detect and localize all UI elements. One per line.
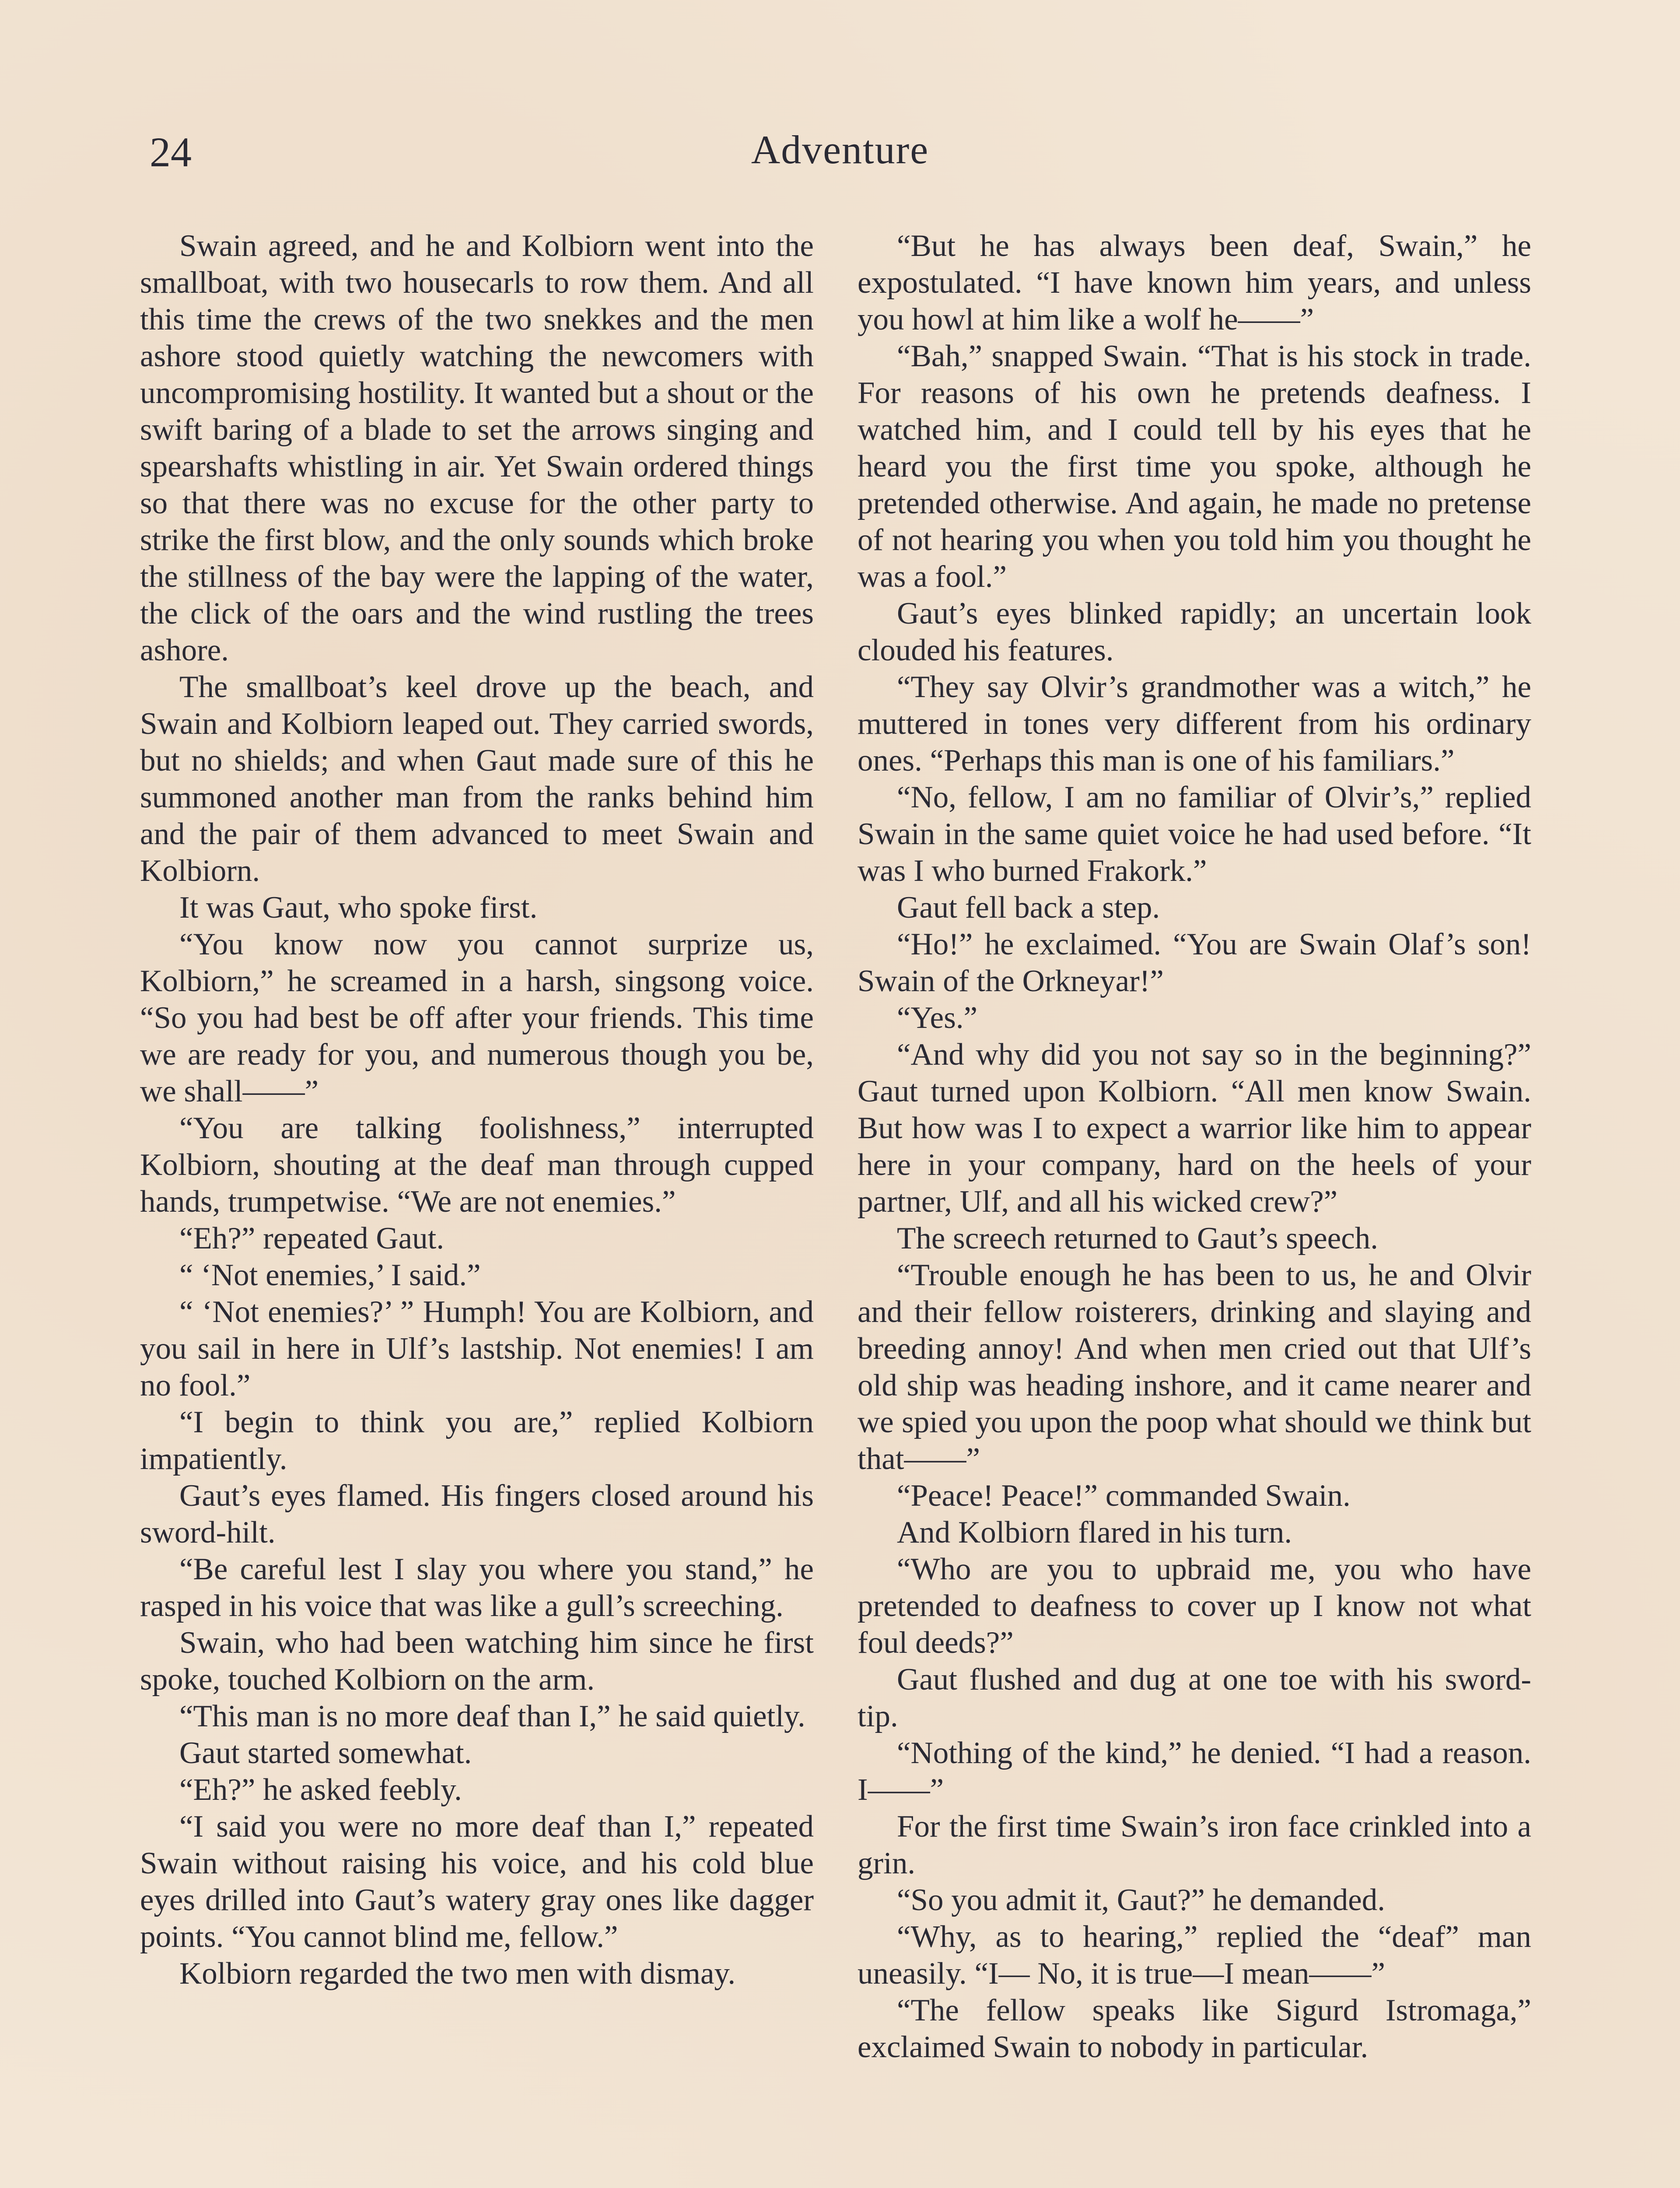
paragraph: Gaut flushed and dug at one toe with his sword-tip.: [858, 1662, 1531, 1733]
paragraph: “Ho!” he exclaimed. “You are Swain Olaf’s son! Swain of the Orkneyar!”: [858, 927, 1531, 998]
paragraph: Swain agreed, and he and Kolbiorn went into the smallboat, with two housecarls to row them. And all this time the crews of the two snekkes and the men ashore stood quietly watching the newcomers with uncompromising hostility. It wanted but a shout or the swift baring of a blade to set the arrows singing and spearshafts whistling in air. Yet Swain ordered things so that there was no excuse for the other party to strike the first blow, and the only sounds which broke the stillness of the bay were the lapping of the water, the click of the oars and the wind rustling the trees ashore.: [140, 229, 814, 667]
paragraph: “Eh?” he asked feebly.: [179, 1773, 462, 1807]
left-column: [140, 228, 814, 2065]
paragraph: Swain, who had been watching him since he first spoke, touched Kolbiorn on the arm.: [140, 1626, 814, 1697]
paragraph: “Who are you to upbraid me, you who have pretended to deafness to cover up I know not what foul deeds?”: [858, 1552, 1531, 1660]
paragraph: For the first time Swain’s iron face crinkled into a grin.: [858, 1809, 1531, 1880]
paragraph: “Trouble enough he has been to us, he and Olvir and their fellow roisterers, drinking and slaying and breeding annoy! And when men cried out that Ulf’s old ship was heading inshore, and it came nearer and we spied you upon the poop what should we think but that——”: [858, 1258, 1531, 1476]
paragraph: And Kolbiorn flared in his turn.: [897, 1515, 1292, 1550]
paragraph: Gaut’s eyes blinked rapidly; an uncertain look clouded his features.: [858, 596, 1531, 667]
paragraph: “I said you were no more deaf than I,” repeated Swain without raising his voice, and his cold blue eyes drilled into Gaut’s watery gray ones like dagger points. “You cannot blind me, fellow.”: [140, 1809, 814, 1954]
paragraph: “Yes.”: [897, 1001, 978, 1035]
paragraph: “But he has always been deaf, Swain,” he expostulated. “I have known him years, and unless you howl at him like a wolf he——”: [858, 229, 1531, 337]
paragraph: It was Gaut, who spoke first.: [179, 891, 538, 925]
paragraph: The screech returned to Gaut’s speech.: [897, 1221, 1379, 1255]
paragraph: “ ‘Not enemies?’ ” Humph! You are Kolbiorn, and you sail in here in Ulf’s lastship. Not enemies! I am no fool.”: [140, 1295, 814, 1403]
paragraph: “So you admit it, Gaut?” he demanded.: [897, 1883, 1385, 1917]
paragraph: “Nothing of the kind,” he denied. “I had a reason. I——”: [858, 1736, 1531, 1807]
paragraph: “And why did you not say so in the beginning?” Gaut turned upon Kolbiorn. “All men know Swain. But how was I to expect a warrior like him to appear here in your company, hard on the heels of your partner, Ulf, and all his wicked crew?”: [858, 1038, 1531, 1219]
paragraph: The smallboat’s keel drove up the beach, and Swain and Kolbiorn leaped out. They carried swords, but no shields; and when Gaut made sure of this he summoned another man from the ranks behind him and the pair of them advanced to meet Swain and Kolbiorn.: [140, 670, 814, 888]
right-column: [858, 228, 1531, 2065]
paragraph: “You know now you cannot surprize us, Kolbiorn,” he screamed in a harsh, singsong voice. “So you had best be off after your friends. This time we are ready for you, and numerous though you be, we shall——”: [140, 927, 814, 1108]
paragraph: “No, fellow, I am no familiar of Olvir’s,” replied Swain in the same quiet voice he had used before. “It was I who burned Frakork.”: [858, 780, 1531, 888]
paragraph: “You are talking foolishness,” interrupted Kolbiorn, shouting at the deaf man through cupped hands, trumpetwise. “We are not enemies.”: [140, 1111, 814, 1219]
paragraph: “Bah,” snapped Swain. “That is his stock in trade. For reasons of his own he pretends deafness. I watched him, and I could tell by his eyes that he heard you the first time you spoke, although he pretended otherwise. And again, he made no pretense of not hearing you when you told him you thought he was a fool.”: [858, 339, 1531, 594]
paragraph: “The fellow speaks like Sigurd Istromaga,” exclaimed Swain to nobody in particular.: [858, 1993, 1531, 2064]
paragraph: Kolbiorn regarded the two men with dismay.: [179, 1957, 736, 1991]
running-head-title: Adventure: [751, 127, 929, 172]
text-columns: [140, 228, 1531, 2065]
paragraph: “This man is no more deaf than I,” he said quietly.: [179, 1699, 805, 1733]
paragraph: “They say Olvir’s grandmother was a witch,” he muttered in tones very different from his ordinary ones. “Perhaps this man is one of his familiars.”: [858, 670, 1531, 778]
paragraph: “Eh?” repeated Gaut.: [179, 1221, 444, 1255]
paragraph: “Why, as to hearing,” replied the “deaf” man uneasily. “I— No, it is true—I mean——”: [858, 1920, 1531, 1991]
paragraph: Gaut fell back a step.: [897, 891, 1160, 925]
paragraph: Gaut started somewhat.: [179, 1736, 472, 1770]
page-number: 24: [150, 129, 192, 175]
paragraph: “Be careful lest I slay you where you stand,” he rasped in his voice that was like a gull’s screeching.: [140, 1552, 814, 1623]
paragraph: “Peace! Peace!” commanded Swain.: [897, 1479, 1351, 1513]
paragraph: Gaut’s eyes flamed. His fingers closed around his sword-hilt.: [140, 1479, 814, 1550]
paragraph: “ ‘Not enemies,’ I said.”: [179, 1258, 481, 1292]
paragraph: “I begin to think you are,” replied Kolbiorn impatiently.: [140, 1405, 814, 1476]
